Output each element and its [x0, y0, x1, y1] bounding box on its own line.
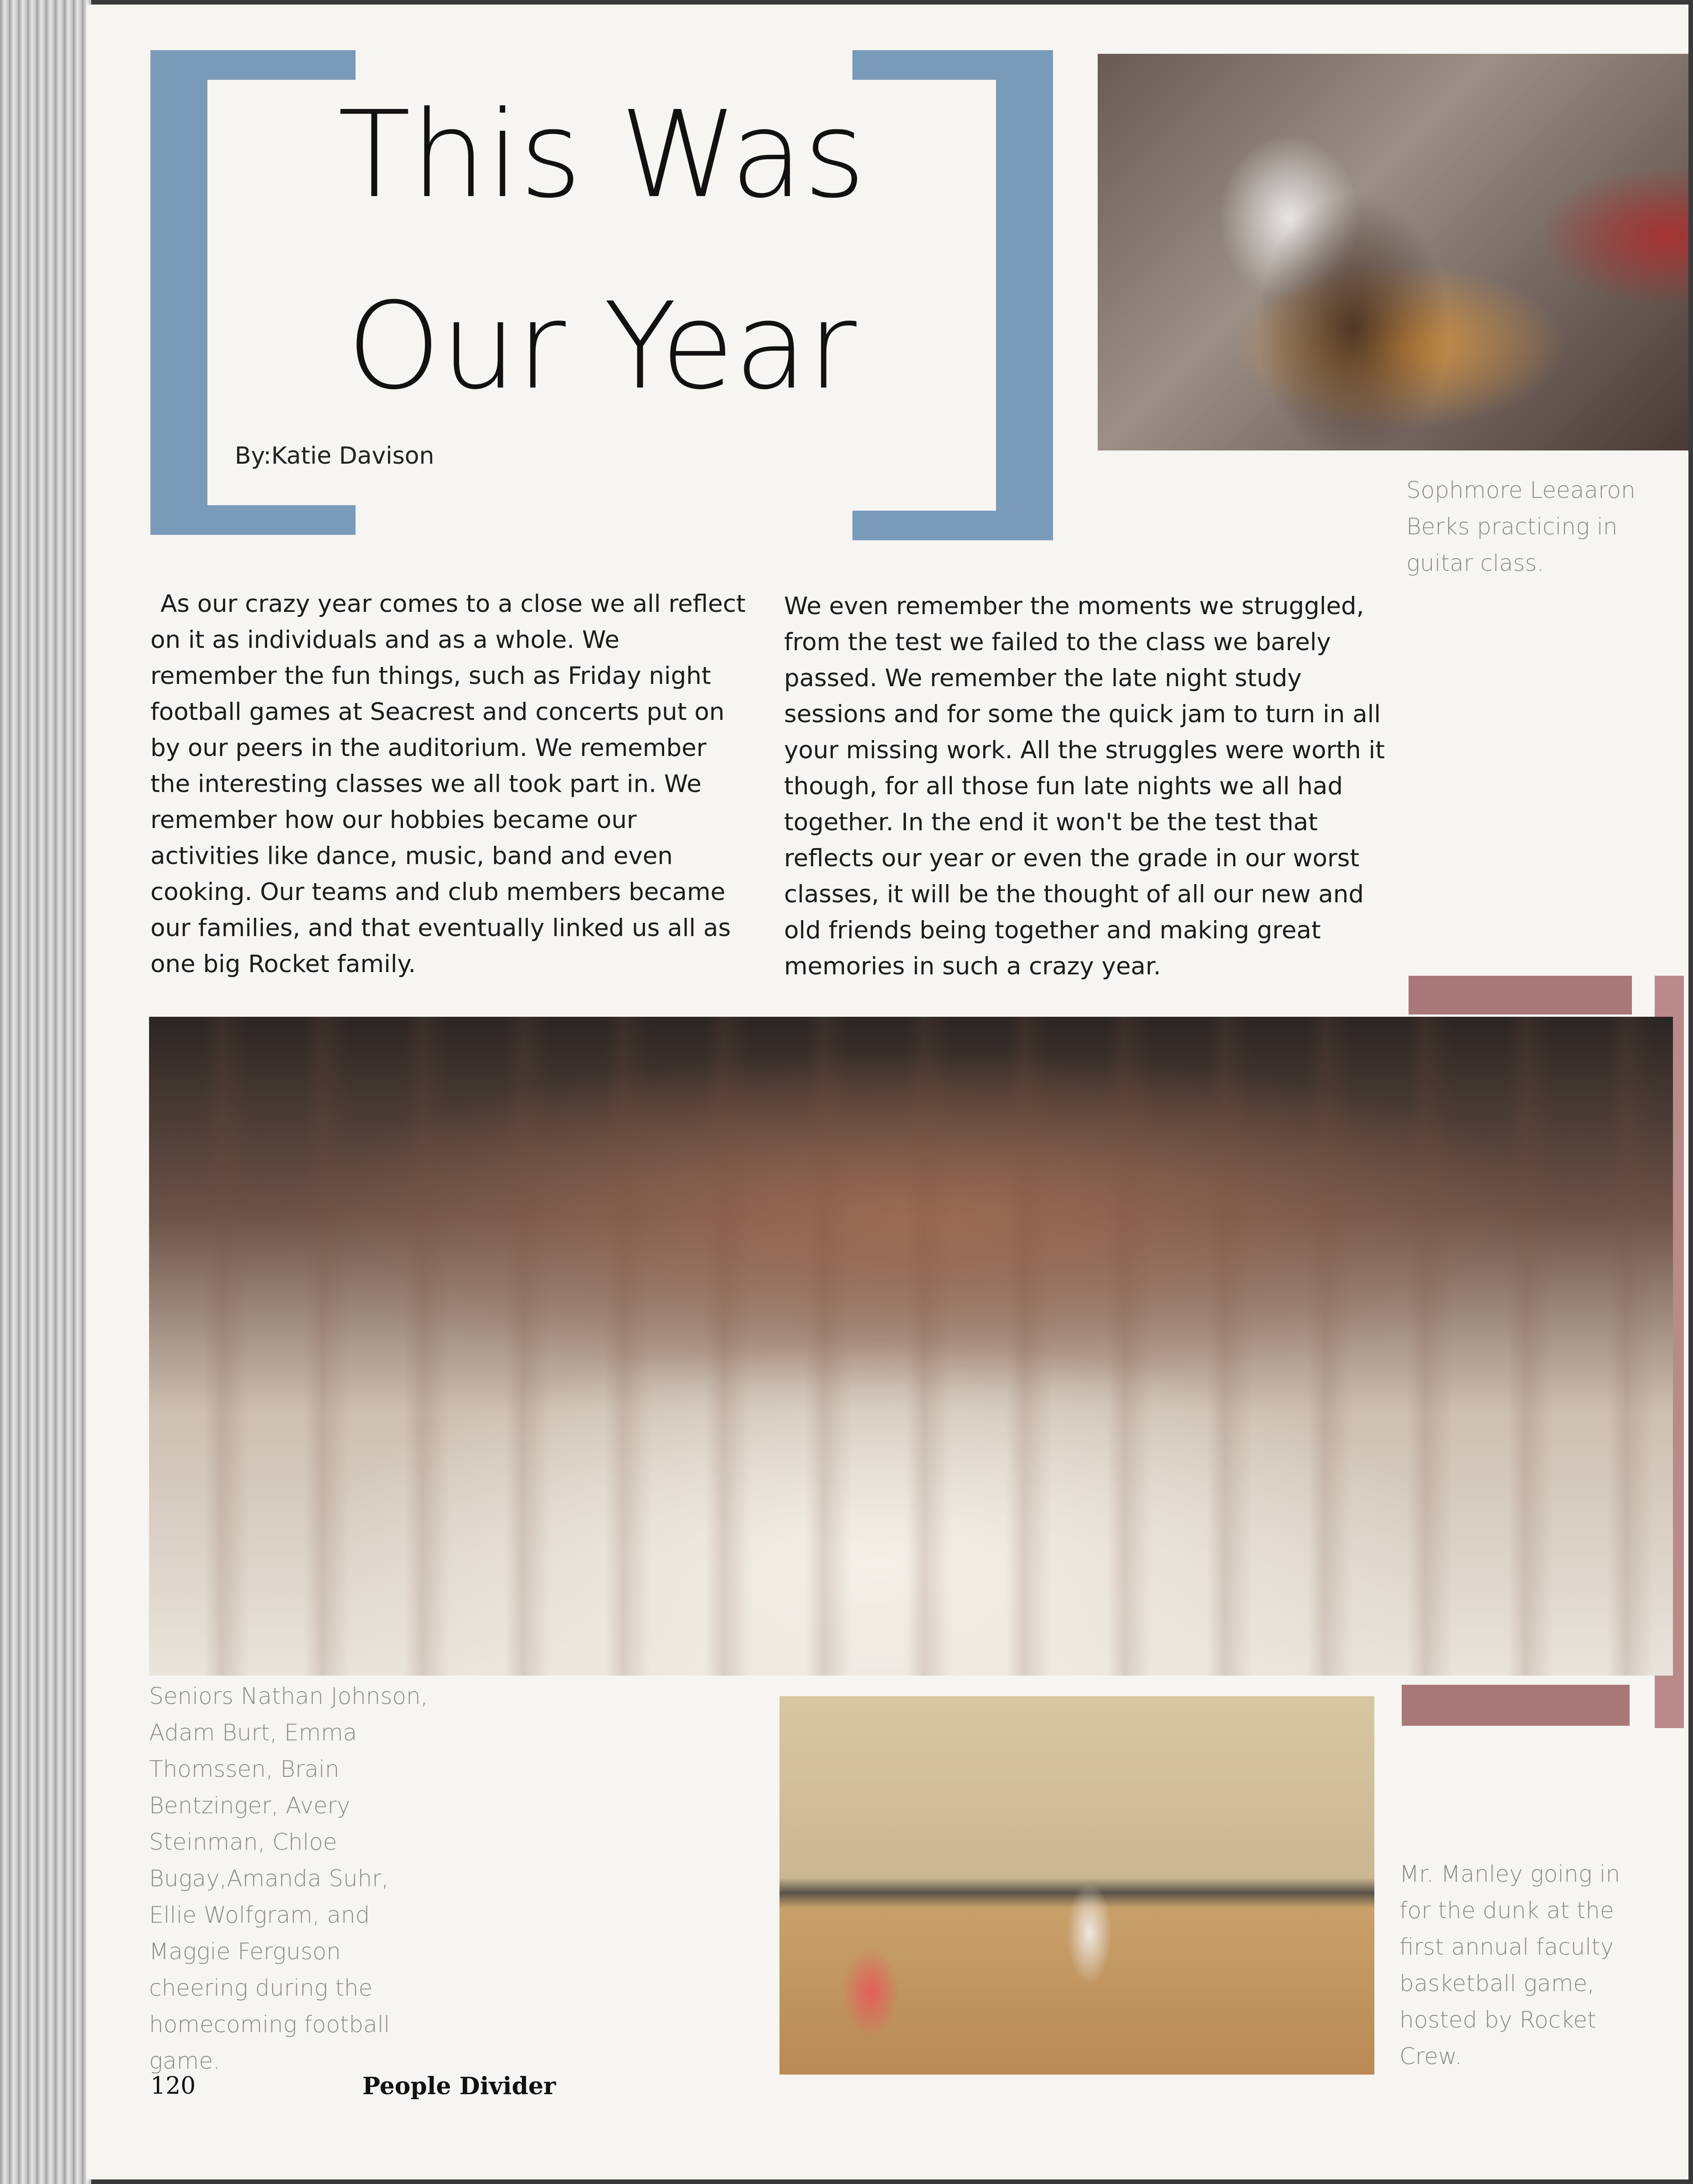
page-title: This Was Our Year — [337, 85, 866, 416]
caption-basketball: Mr. Manley going in for the dunk at the first annual faculty basketball game, hosted by Rocket Crew. — [1399, 1861, 1621, 2070]
accent-bar-top — [1409, 976, 1632, 1014]
yearbook-page — [87, 5, 1688, 2179]
page-edge-stack — [0, 0, 91, 2184]
caption-guitar: Sophmore Leeaaron Berks practicing in guitar class. — [1406, 477, 1636, 576]
title-bracket-right-side — [996, 50, 1053, 540]
photo-homecoming-crowd — [149, 1017, 1673, 1676]
caption-crowd: Seniors Nathan Johnson, Adam Burt, Emma Thomssen, Brain Bentzinger, Avery Steinman, Chloe Bugay,Amanda Suhr, Ellie Wolfgram, and Maggie Ferguson cheering during the homecoming football game. — [149, 1683, 428, 2074]
byline: By:Katie Davison — [235, 442, 434, 470]
title-bracket-left-side — [150, 50, 207, 533]
page-number: 120 — [150, 2072, 196, 2100]
accent-bar-bottom — [1402, 1685, 1630, 1726]
photo-faculty-basketball — [779, 1696, 1374, 2075]
title-bracket-right-bottom — [852, 511, 1053, 540]
body-column-1: As our crazy year comes to a close we all reflect on it as individuals and as a whole. We remember the fun things, such as Friday night football games at Seacrest and concerts put on by our peers in the auditorium. We remember the interesting classes we all took part in. We remember how our hobbies became our activities like dance, music, band and even cooking. Our teams and club members became our families, and that eventually linked us all as one big Rocket family. — [150, 590, 746, 978]
body-column-2: We even remember the moments we struggled, from the test we failed to the class we barely passed. We remember the late night study sessions and for some the quick jam to turn in all your missing work. All the struggles were worth it though, for all those fun late nights we all had together. In the end it won't be the test that reflects our year or even the grade in our worst classes, it will be the thought of all our new and old friends being together and making great memories in such a crazy year. — [784, 592, 1385, 980]
title-bracket-left-bottom — [150, 505, 356, 535]
section-label: People Divider — [362, 2072, 556, 2100]
photo-guitar-class — [1098, 54, 1688, 450]
